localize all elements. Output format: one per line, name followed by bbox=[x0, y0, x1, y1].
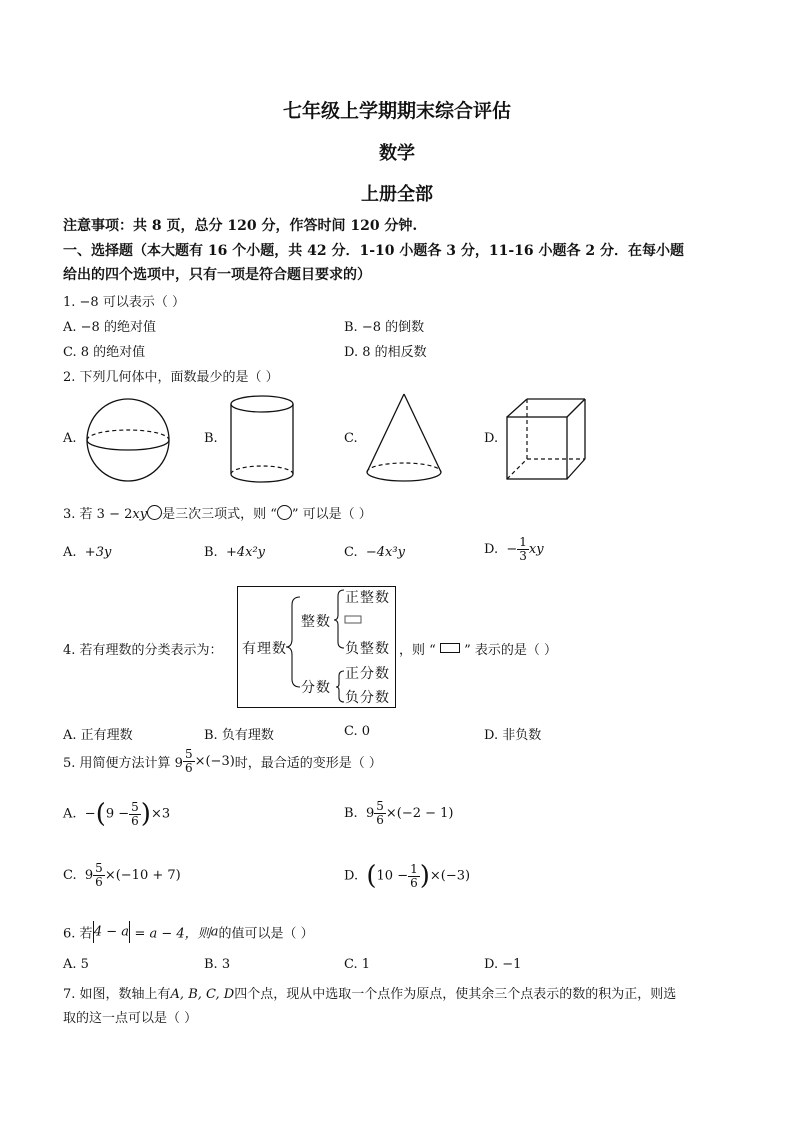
q3-stem-mid: 是三次三项式，则 “ bbox=[162, 507, 277, 522]
q5-option-a-inner: 9 − bbox=[105, 806, 130, 822]
table-root: 有理数 bbox=[242, 641, 287, 657]
q5-option-b bbox=[344, 800, 454, 827]
q3-stem bbox=[63, 503, 372, 522]
q3-stem-suffix: ” 可以是（ ） bbox=[291, 507, 372, 522]
q3-option-c bbox=[344, 545, 405, 560]
q6-option-c: C. 1 bbox=[344, 957, 371, 972]
q3-stem-var: xy bbox=[132, 507, 148, 522]
q5-stem-mid: ×(−3) bbox=[194, 754, 235, 769]
q6-abs-expr: 4 − a bbox=[93, 924, 130, 940]
paren-open: ( bbox=[366, 861, 377, 891]
circle-placeholder-icon bbox=[277, 505, 292, 520]
q6-option-b: B. 3 bbox=[204, 957, 231, 972]
q3-option-b-expr: +4x²y bbox=[225, 545, 266, 560]
cylinder-figure bbox=[228, 394, 296, 486]
q7-line2: 取的这一点可以是（ ） bbox=[63, 1011, 198, 1026]
fraction-numerator: 5 bbox=[131, 799, 139, 814]
q6-stem-prefix: 6. 若 bbox=[63, 926, 93, 942]
fraction-numerator: 5 bbox=[184, 747, 193, 761]
q5-stem bbox=[63, 748, 382, 775]
q3-option-b bbox=[204, 545, 265, 560]
q5-option-c bbox=[63, 862, 181, 889]
table-leaf-positive-fraction: 正分数 bbox=[345, 666, 390, 682]
q5-option-d-fraction bbox=[408, 863, 420, 890]
q5-option-d bbox=[344, 861, 470, 891]
q3-option-d bbox=[484, 536, 544, 563]
table-leaf-positive-integer: 正整数 bbox=[345, 590, 390, 606]
q6-stem-mid: = a − 4，则 bbox=[134, 926, 211, 942]
q7-line1-prefix: 7. 如图，数轴上有 bbox=[63, 987, 171, 1002]
scope-title: 上册全部 bbox=[361, 184, 433, 205]
q5-option-c-whole: 9 bbox=[84, 868, 94, 883]
q6-option-a: A. 5 bbox=[63, 957, 89, 972]
q4-stem-suffix bbox=[399, 639, 557, 658]
q4-option-a: A. 正有理数 bbox=[63, 728, 133, 743]
q1-option-a: A. −8 的绝对值 bbox=[63, 320, 156, 335]
q3-option-c-label: C. bbox=[344, 545, 358, 560]
section1-line1: 一、选择题（本大题有 16 个小题，共 42 分．1-10 小题各 3 分，11-16 小题各 2 分．在每小题 bbox=[63, 243, 684, 259]
fraction-numerator: 5 bbox=[95, 861, 103, 875]
q5-option-c-fraction bbox=[93, 862, 105, 889]
q5-option-c-post: ×(−10 + 7) bbox=[104, 868, 181, 883]
q1-option-d: D. 8 的相反数 bbox=[344, 345, 427, 360]
q5-option-d-label: D. bbox=[344, 868, 359, 884]
q3-option-c-expr: −4x³y bbox=[365, 545, 405, 560]
q2-label-b: B. bbox=[204, 431, 218, 446]
q5-option-b-label: B. bbox=[344, 806, 358, 821]
subject-title: 数学 bbox=[379, 143, 415, 164]
box-placeholder-icon bbox=[440, 643, 460, 653]
q5-option-d-inner: 10 − bbox=[376, 868, 409, 884]
q5-option-a-fraction bbox=[129, 801, 141, 828]
fraction-numerator: 1 bbox=[410, 861, 418, 876]
q5-stem-prefix: 5. 用简便方法计算 9 bbox=[63, 756, 183, 771]
q4-option-b: B. 负有理数 bbox=[204, 728, 274, 743]
paren-close: ) bbox=[140, 799, 151, 829]
q2-label-a: A. bbox=[63, 431, 77, 446]
cube-figure bbox=[504, 396, 588, 482]
q3-option-d-label: D. bbox=[484, 542, 499, 557]
cone-figure bbox=[364, 392, 444, 486]
q5-option-b-post: ×(−2 − 1) bbox=[385, 806, 454, 821]
q5-option-a-post: ×3 bbox=[150, 806, 171, 822]
table-branch-integer: 整数 bbox=[301, 614, 331, 630]
paren-open: ( bbox=[95, 799, 106, 829]
sphere-figure bbox=[85, 397, 171, 483]
q2-label-c: C. bbox=[344, 431, 358, 446]
table-branch-fraction: 分数 bbox=[301, 680, 331, 696]
section1-line2: 给出的四个选项中，只有一项是符合题目要求的） bbox=[63, 267, 371, 283]
q5-stem-suffix: 时，最合适的变形是（ ） bbox=[234, 756, 382, 771]
q1-option-b: B. −8 的倒数 bbox=[344, 320, 425, 335]
fraction-numerator: 1 bbox=[519, 535, 527, 549]
q5-option-c-label: C. bbox=[63, 868, 77, 883]
q5-option-b-whole: 9 bbox=[365, 806, 375, 821]
q6-var: a bbox=[210, 924, 219, 940]
fraction-denominator: 6 bbox=[95, 875, 103, 889]
q5-option-b-fraction bbox=[374, 800, 386, 827]
q7-line1 bbox=[63, 983, 676, 1002]
fraction-denominator: 6 bbox=[131, 813, 139, 828]
q4-stem-prefix: 4. 若有理数的分类表示为： bbox=[63, 643, 223, 658]
q7-line1-suffix: 四个点，现从中选取一个点作为原点，使其余三个点表示的数的积为正，则选 bbox=[234, 987, 677, 1002]
q3-option-b-label: B. bbox=[204, 545, 218, 560]
q5-option-a bbox=[63, 799, 170, 829]
fraction-denominator: 6 bbox=[376, 813, 384, 827]
q5-option-a-label: A. bbox=[63, 806, 77, 822]
q5-option-a-sign: − bbox=[84, 806, 96, 822]
classification-table bbox=[237, 586, 396, 708]
q6-stem-suffix: 的值可以是（ ） bbox=[218, 926, 314, 942]
q3-option-a-expr: +3y bbox=[84, 545, 112, 560]
q3-option-d-fraction bbox=[517, 536, 529, 563]
q3-option-a bbox=[63, 545, 111, 560]
fraction-numerator: 5 bbox=[376, 799, 384, 813]
q2-label-d: D. bbox=[484, 431, 499, 446]
table-leaf-negative-integer: 负整数 bbox=[345, 641, 390, 657]
q4-option-c: C. 0 bbox=[344, 724, 371, 739]
table-leaf-negative-fraction: 负分数 bbox=[345, 690, 390, 706]
q6-option-d: D. −1 bbox=[484, 957, 522, 972]
fraction-denominator: 6 bbox=[184, 761, 193, 775]
fraction-denominator: 3 bbox=[519, 549, 527, 563]
circle-placeholder-icon bbox=[147, 505, 162, 520]
q2-stem: 2. 下列几何体中，面数最少的是（ ） bbox=[63, 370, 279, 385]
fraction-denominator: 6 bbox=[410, 875, 418, 890]
q4-stem-suffix-b: ” 表示的是（ ） bbox=[464, 643, 557, 658]
q5-stem-fraction bbox=[183, 748, 195, 775]
q4-option-d: D. 非负数 bbox=[484, 728, 542, 743]
q1-option-c: C. 8 的绝对值 bbox=[63, 345, 146, 360]
q6-stem bbox=[63, 921, 314, 943]
abs-bar-right bbox=[129, 921, 130, 943]
q5-option-d-post: ×(−3) bbox=[429, 868, 471, 884]
paren-close: ) bbox=[419, 861, 430, 891]
q4-stem-suffix-a: ，则 “ bbox=[399, 643, 436, 658]
q1-stem: 1. −8 可以表示（ ） bbox=[63, 295, 185, 310]
q7-points: A, B, C, D bbox=[170, 987, 235, 1002]
q3-option-d-sign: − bbox=[506, 542, 518, 557]
q3-option-a-label: A. bbox=[63, 545, 77, 560]
q3-stem-prefix: 3. 若 3 − 2 bbox=[63, 507, 133, 522]
q3-option-d-var: xy bbox=[528, 542, 544, 557]
notice: 注意事项：共 8 页，总分 120 分，作答时间 120 分钟. bbox=[63, 218, 418, 234]
page-title: 七年级上学期期末综合评估 bbox=[282, 100, 511, 122]
